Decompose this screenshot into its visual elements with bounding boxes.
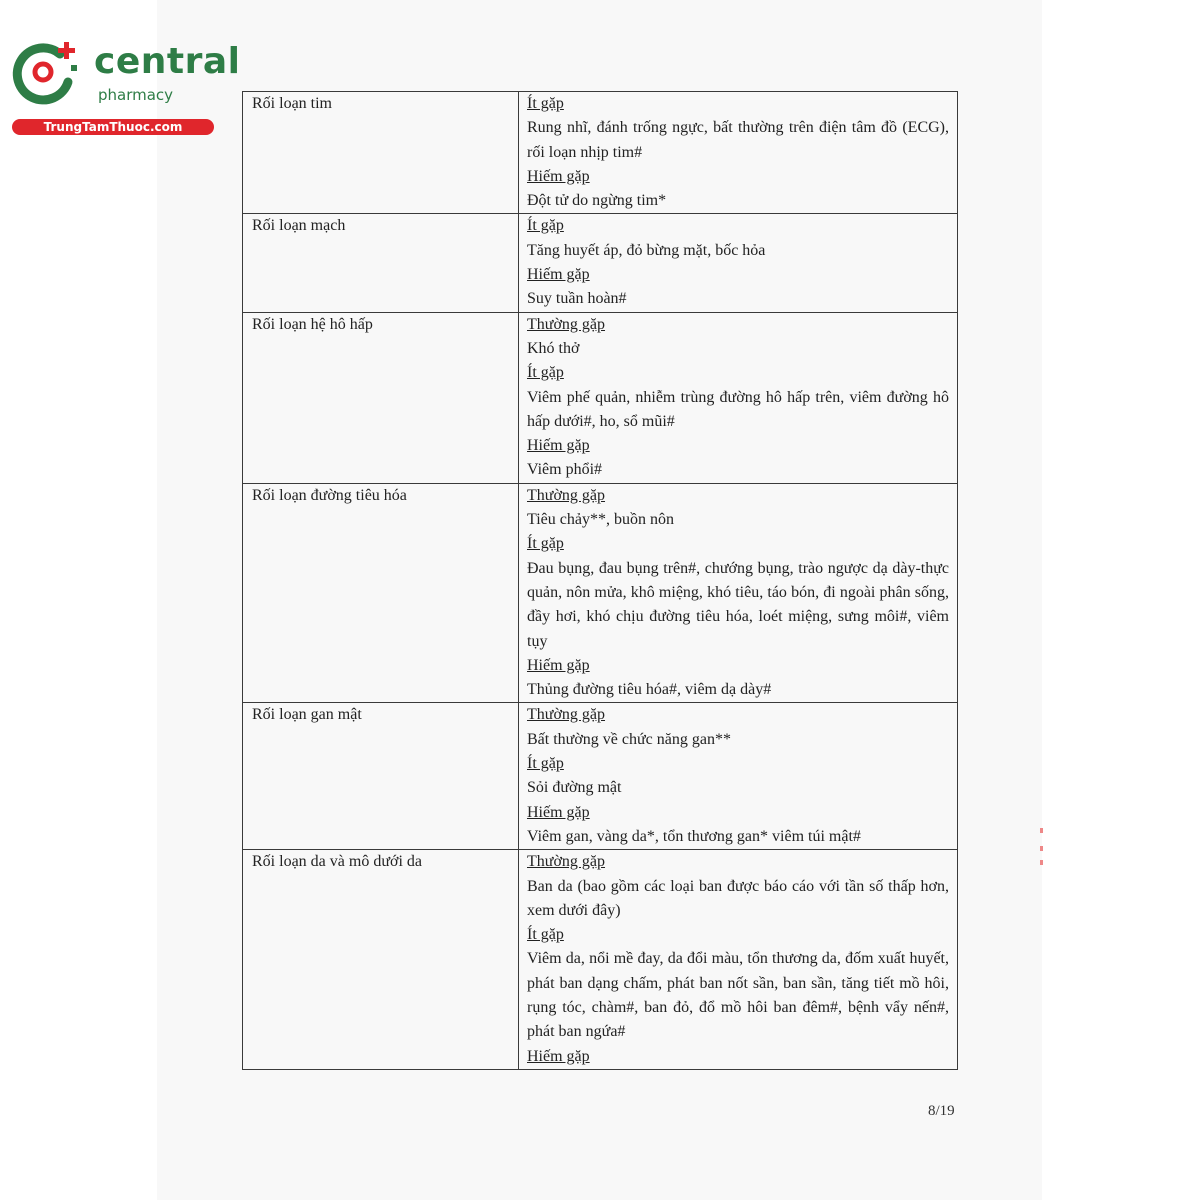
frequency-heading: Thường gặp — [527, 486, 606, 504]
effect-text: Viêm phổi# — [527, 461, 603, 479]
category-label: Rối loạn gan mật — [252, 706, 362, 724]
effects-cell — [519, 850, 958, 1070]
frequency-heading: Thường gặp — [527, 706, 606, 724]
category-cell — [243, 312, 519, 483]
frequency-heading: Hiếm gặp — [527, 1047, 590, 1065]
central-logo-icon — [8, 38, 88, 108]
frequency-heading: Ít gặp — [527, 535, 564, 553]
table-row — [243, 483, 958, 703]
effect-text: Đau bụng, đau bụng trên#, chướng bụng, trào ngược dạ dày-thực quản, nôn mửa, khô miệng, khó tiêu, táo bón, đi ngoài phân sống, đầy hơi, khó chịu đường tiêu hóa, loét miệng, sưng môi#, viêm tụy — [527, 559, 949, 650]
logo-website-banner[interactable]: TrungTamThuoc.com — [12, 119, 214, 135]
effects-cell — [519, 703, 958, 850]
effect-text: Khó thở — [527, 339, 580, 357]
effect-text: Viêm phế quản, nhiễm trùng đường hô hấp trên, viêm đường hô hấp dưới#, ho, sổ mũi# — [527, 388, 949, 430]
logo-brand-subtitle: pharmacy — [98, 86, 174, 104]
effect-text: Viêm gan, vàng da*, tổn thương gan* viêm túi mật# — [527, 827, 861, 845]
table-row — [243, 312, 958, 483]
frequency-heading: Hiếm gặp — [527, 266, 590, 284]
effect-text: Tiêu chảy**, buồn nôn — [527, 511, 674, 529]
frequency-heading: Ít gặp — [527, 95, 564, 112]
effects-cell — [519, 92, 958, 214]
effects-cell — [519, 312, 958, 483]
effect-text: Sỏi đường mật — [527, 779, 622, 797]
effects-cell — [519, 214, 958, 312]
table-row — [243, 703, 958, 850]
effect-text: Viêm da, nổi mề đay, da đổi màu, tổn thương da, đốm xuất huyết, phát ban dạng chấm, phát ban nốt sần, ban sần, tăng tiết mồ hôi, rụng tóc, chàm#, ban đỏ, đổ mồ hôi ban đêm#, bệnh vẩy nến#, phát ban ngứa# — [527, 950, 949, 1041]
category-cell — [243, 92, 519, 214]
frequency-heading: Ít gặp — [527, 926, 564, 944]
effect-text: Bất thường về chức năng gan** — [527, 730, 731, 748]
effect-text: Suy tuần hoàn# — [527, 290, 627, 308]
pharmacy-logo[interactable] — [8, 38, 241, 138]
scan-artifact — [1040, 828, 1043, 833]
effect-text: Đột tử do ngừng tim* — [527, 192, 667, 210]
category-cell — [243, 850, 519, 1070]
category-cell — [243, 214, 519, 312]
frequency-heading: Hiếm gặp — [527, 656, 590, 674]
scan-artifact — [1040, 846, 1043, 851]
frequency-heading: Ít gặp — [527, 755, 564, 773]
category-label: Rối loạn tim — [252, 95, 332, 112]
category-label: Rối loạn mạch — [252, 217, 346, 235]
category-cell — [243, 703, 519, 850]
frequency-heading: Ít gặp — [527, 217, 564, 235]
category-cell — [243, 483, 519, 703]
page-number: 8/19 — [928, 1103, 955, 1119]
frequency-heading: Hiếm gặp — [527, 167, 590, 185]
logo-brand-name: central — [94, 41, 241, 82]
category-label: Rối loạn đường tiêu hóa — [252, 486, 407, 504]
effect-text: Thủng đường tiêu hóa#, viêm dạ dày# — [527, 681, 772, 699]
frequency-heading: Hiếm gặp — [527, 803, 590, 821]
adverse-effects-table — [242, 91, 958, 1070]
effect-text: Rung nhĩ, đánh trống ngực, bất thường trên điện tâm đồ (ECG), rối loạn nhịp tim# — [527, 119, 949, 161]
frequency-heading: Ít gặp — [527, 364, 564, 382]
scan-artifact — [1040, 860, 1043, 865]
table-row — [243, 92, 958, 214]
effect-text: Tăng huyết áp, đỏ bừng mặt, bốc hỏa — [527, 241, 766, 259]
effects-cell — [519, 483, 958, 703]
table-row — [243, 850, 958, 1070]
frequency-heading: Thường gặp — [527, 853, 606, 871]
frequency-heading: Thường gặp — [527, 315, 606, 333]
category-label: Rối loạn hệ hô hấp — [252, 315, 373, 333]
category-label: Rối loạn da và mô dưới da — [252, 853, 422, 871]
frequency-heading: Hiếm gặp — [527, 437, 590, 455]
effect-text: Ban da (bao gồm các loại ban được báo cáo với tần số thấp hơn, xem dưới đây) — [527, 877, 949, 919]
table-row — [243, 214, 958, 312]
